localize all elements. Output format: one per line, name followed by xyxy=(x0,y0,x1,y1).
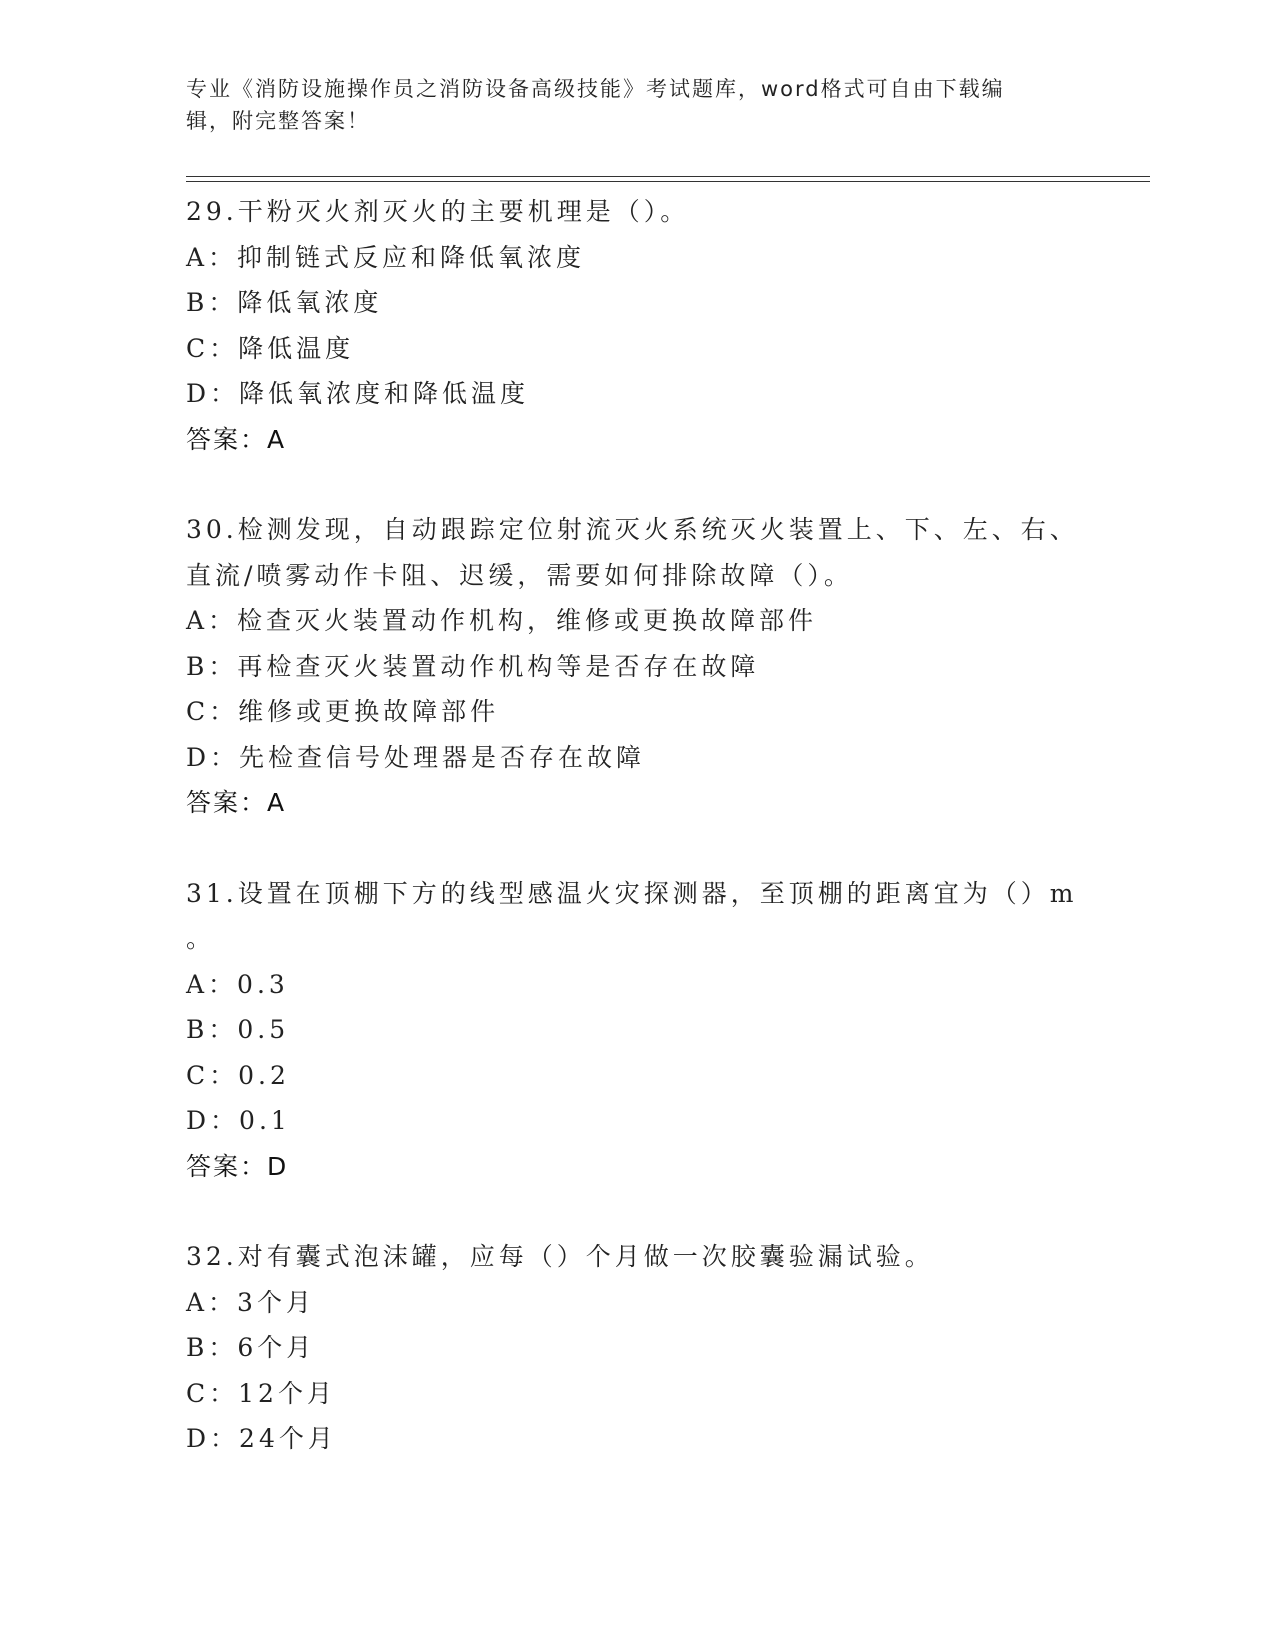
header-line-2: 辑，附完整答案！ xyxy=(186,109,370,133)
option-d: D：降低氧浓度和降低温度 xyxy=(186,379,530,408)
option-c: C：维修或更换故障部件 xyxy=(186,697,500,726)
option-c: C：0.2 xyxy=(186,1060,290,1090)
option-c: C：降低温度 xyxy=(186,333,355,363)
option-c: C：12个月 xyxy=(186,1378,336,1408)
question-30 xyxy=(186,507,1086,826)
answer-label: 答案：A xyxy=(186,788,287,817)
option-a: A：检查灭火装置动作机构，维修或更换故障部件 xyxy=(186,606,818,635)
option-b: B：再检查灭火装置动作机构等是否存在故障 xyxy=(186,651,760,681)
option-d: D：0.1 xyxy=(186,1106,291,1135)
option-b: B：6个月 xyxy=(186,1333,316,1362)
header-divider-bottom xyxy=(186,181,1150,182)
option-d: D：24个月 xyxy=(186,1424,337,1453)
header-divider-top xyxy=(186,176,1150,177)
option-a: A：抑制链式反应和降低氧浓度 xyxy=(186,242,586,272)
option-a: A：0.3 xyxy=(186,969,289,999)
question-stem: 30.检测发现，自动跟踪定位射流灭火系统灭火装置上、下、左、右、 xyxy=(186,515,1079,544)
question-stem: 32.对有囊式泡沫罐，应每（）个月做一次胶囊验漏试验。 xyxy=(186,1242,934,1271)
option-b: B：降低氧浓度 xyxy=(186,288,383,317)
document-header xyxy=(186,73,1086,137)
answer-label: 答案：A xyxy=(186,424,287,454)
question-stem: 29.干粉灭火剂灭火的主要机理是（）。 xyxy=(186,197,690,226)
question-31 xyxy=(186,871,1086,1190)
question-32 xyxy=(186,1234,1086,1462)
question-list xyxy=(186,189,1086,1507)
question-stem-continued: 。 xyxy=(186,924,216,953)
option-a: A：3个月 xyxy=(186,1287,315,1317)
answer-label: 答案：D xyxy=(186,1151,289,1181)
question-stem-continued: 直流/喷雾动作卡阻、迟缓，需要如何排除故障（）。 xyxy=(186,560,853,590)
header-line-1: 专业《消防设施操作员之消防设备高级技能》考试题库，word格式可自由下载编 xyxy=(186,77,1005,101)
option-d: D：先检查信号处理器是否存在故障 xyxy=(186,742,646,772)
option-b: B：0.5 xyxy=(186,1015,290,1044)
question-stem: 31.设置在顶棚下方的线型感温火灾探测器，至顶棚的距离宜为（）m xyxy=(186,878,1078,908)
question-29 xyxy=(186,189,1086,462)
